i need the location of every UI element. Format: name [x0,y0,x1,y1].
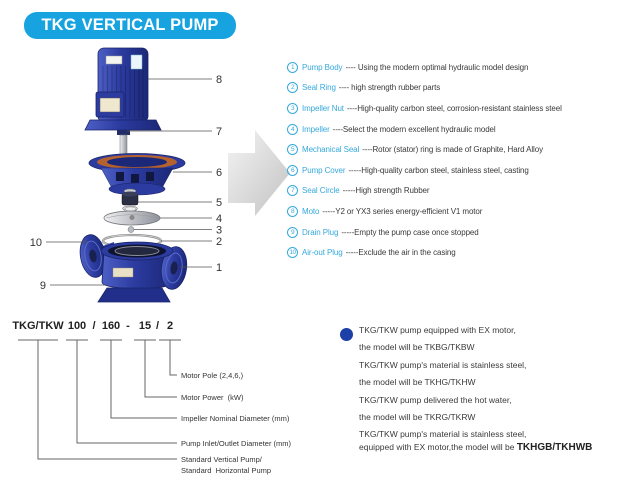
right-arrow-icon [228,130,290,216]
callout-9: 9 [39,280,46,292]
part-desc: -----Exclude the air in the casing [345,248,456,258]
page-title-text: TKG VERTICAL PUMP [41,16,219,34]
part-name: Air-out Plug [302,248,343,258]
callout-4: 4 [216,213,223,225]
part-name: Moto [302,206,320,216]
part-number-badge: 3 [287,103,298,114]
part-number-badge: 9 [287,227,298,238]
model-code-separator: - [126,320,130,332]
model-code-pole: 2 [166,320,174,332]
callout-10: 10 [29,237,42,249]
model-code-power: 15 [138,320,152,332]
callout-5: 5 [216,197,223,209]
part-number-badge: 2 [287,82,298,93]
part-number-badge: 8 [287,206,298,217]
part-desc: -----High-quality carbon steel, stainless steel, casting [348,165,529,175]
note-line: the model will be TKRG/TKRW [359,411,476,422]
part-list-item [287,160,617,181]
note-line: TKG/TKW pump's material is stainless steel, [359,429,527,440]
model-code-separator: / [155,320,160,332]
callout-7: 7 [216,126,223,138]
part-number-badge: 5 [287,144,298,155]
callout-1: 1 [216,262,223,274]
note-line: the model will be TKBG/TKBW [359,342,475,353]
impeller-illustration [104,207,160,225]
model-label-std-horizontal: Standard Horizontal Pump [181,466,272,475]
part-list-item [287,119,617,140]
part-list-item [287,139,617,160]
callout-8: 8 [216,74,223,86]
part-desc: -----Empty the pump case once stopped [341,227,479,237]
model-label-impeller-dia: Impeller Nominal Diameter (mm) [181,413,290,423]
model-code-tree [0,335,320,485]
part-name: Drain Plug [302,227,339,237]
model-label-motor-pole: Motor Pole (2,4,6,) [181,370,244,380]
part-desc: ---- Using the modern optimal hydraulic model design [345,62,529,72]
note-line: the model will be TKHG/TKHW [359,377,476,388]
model-code-series: TKG/TKW [12,320,64,332]
callout-6: 6 [216,167,223,179]
part-name: Pump Cover [302,165,346,175]
part-list-item [287,201,617,222]
part-number-badge: 6 [287,165,298,176]
part-list-item [287,222,617,243]
pump-body-illustration [77,233,189,302]
note-line: TKG/TKW pump equipped with EX motor, [359,325,516,335]
model-label-inlet-outlet: Pump Inlet/Outlet Diameter (mm) [181,438,292,448]
note-model-bold: TKHGB/TKHWB [516,441,593,453]
part-name: Pump Body [302,62,343,72]
callout-3: 3 [216,224,223,237]
pump-cover-illustration [89,154,185,196]
model-code-inlet: 100 [67,320,87,332]
model-code-impeller: 160 [101,320,121,332]
model-variant-notes [359,322,592,454]
part-name: Mechanical Seal [302,145,360,155]
part-number-badge: 10 [287,247,298,258]
part-name: Impeller Nut [302,103,344,113]
part-name: Impeller [302,124,330,134]
part-name: Seal Circle [302,186,340,196]
part-number-badge: 7 [287,185,298,196]
part-desc: -----High strength Rubber [342,186,430,196]
pump-exploded-diagram [10,42,290,312]
part-list-item [287,242,617,263]
note-line [359,441,592,454]
part-number-badge: 4 [287,124,298,135]
model-label-motor-power: Motor Power (kW) [181,392,244,402]
part-number-badge: 1 [287,62,298,73]
part-desc: ----High-quality carbon steel, corrosion-resistant stainless steel [346,103,562,113]
note-text: equipped with EX motor,the model will be [359,441,517,452]
part-list-item [287,57,617,78]
motor-illustration [85,48,161,130]
model-label-std-vertical: Standard Vertical Pump/ [181,455,262,464]
part-desc: ----Rotor (stator) ring is made of Graphite, Hard Alloy [362,145,543,155]
page-title [24,12,236,39]
bullet-icon [340,328,353,341]
part-desc: -----Y2 or YX3 series energy-efficient V1 motor [322,206,483,216]
part-name: Seal Ring [302,83,336,93]
part-desc: ---- high strength rubber parts [338,83,441,93]
model-code-separator: / [92,320,96,332]
impeller-nut-illustration [128,227,134,233]
parts-legend [287,57,617,263]
callout-2: 2 [216,236,223,248]
part-desc: ----Select the modern excellent hydraulic model [332,124,496,134]
part-list-item [287,78,617,99]
part-list-item [287,181,617,202]
note-line: TKG/TKW pump delivered the hot water, [359,394,512,405]
part-list-item [287,98,617,119]
note-line: TKG/TKW pump's material is stainless steel, [359,359,527,370]
